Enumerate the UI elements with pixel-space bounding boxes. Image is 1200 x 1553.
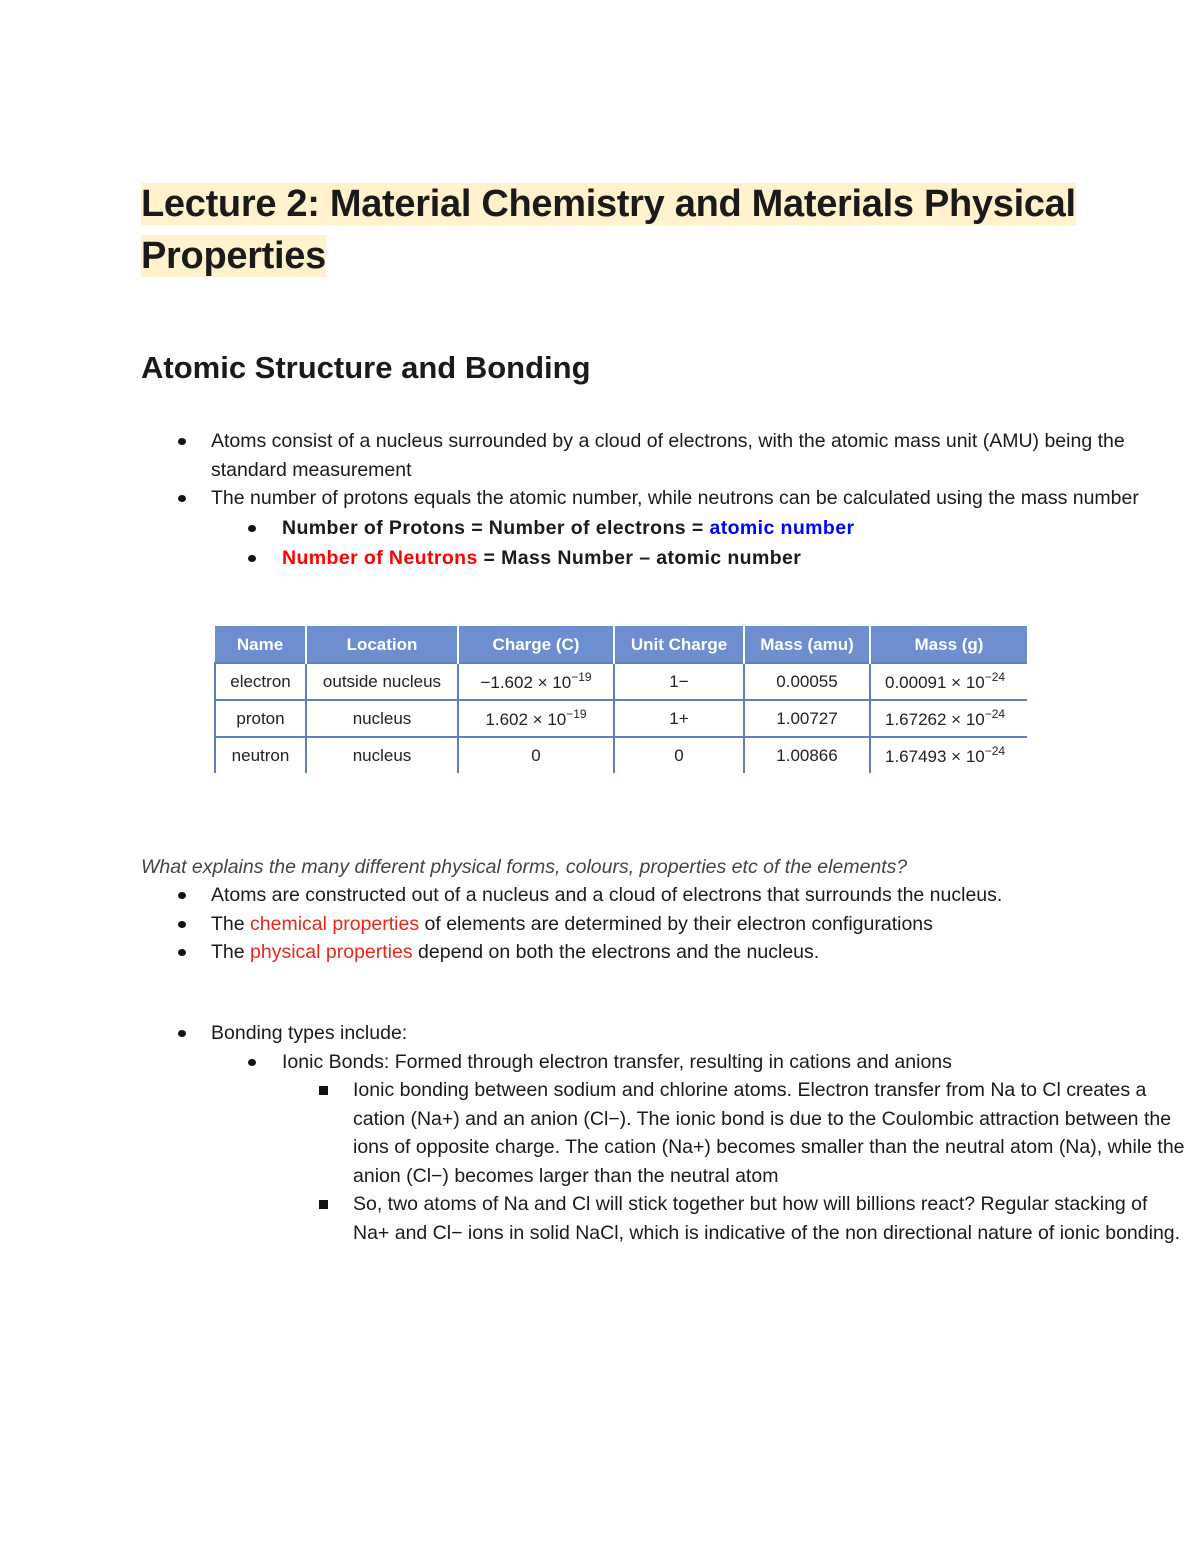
table-cell: nucleus <box>306 700 458 737</box>
list-item <box>282 544 1186 573</box>
cell-value: −1.602 × 10 <box>480 673 572 692</box>
bullet-text: The <box>211 941 251 963</box>
cell-exponent: −24 <box>984 707 1006 721</box>
column-header: Mass (amu) <box>744 627 870 663</box>
cell-exponent: −24 <box>984 744 1006 758</box>
bullet-text: So, two atoms of Na and Cl will stick together but how will billions react? Regular stacking of Na+ and Cl− ions in solid NaCl, which is indicative of the non directional nature of ionic bonding. <box>353 1193 1181 1244</box>
table-row <box>215 663 1027 700</box>
table-cell: 1+ <box>614 700 744 737</box>
list-item <box>353 1190 1186 1247</box>
bullet-icon <box>178 921 186 928</box>
chemical-properties-term: chemical properties <box>250 912 420 935</box>
list-item <box>353 1076 1186 1190</box>
bullet-icon <box>178 438 186 445</box>
ionic-bonds-detail-list <box>353 1076 1186 1247</box>
bonding-types-list <box>0 1019 1200 1247</box>
cell-value: 1.67262 × 10 <box>885 710 985 729</box>
bullet-icon <box>178 892 186 899</box>
cell-value: 1.67493 × 10 <box>885 747 985 766</box>
cell-value: 1.602 × 10 <box>485 710 567 729</box>
bullet-icon <box>248 525 256 532</box>
ionic-bonds-text: Ionic Bonds: Formed through electron transfer, resulting in cations and anions <box>282 1050 952 1073</box>
table-cell: outside nucleus <box>306 663 458 700</box>
bullet-text: Atoms consist of a nucleus surrounded by a cloud of electrons, with the atomic mass unit (AMU) being the standard measurement <box>211 430 1125 481</box>
bullet-text: Ionic bonding between sodium and chlorine atoms. Electron transfer from Na to Cl creates a cation (Na+) and an anion (Cl−). The ionic bond is due to the Coulombic attraction between the ions of opposite charge. The cation (Na+) becomes smaller than the neutral atom (Na), while the anion (Cl−) becomes larger than the neutral atom <box>353 1079 1185 1187</box>
table-cell: proton <box>215 700 306 737</box>
list-item <box>0 881 1200 910</box>
formula-list <box>282 514 1186 573</box>
table-row <box>215 737 1027 773</box>
physical-properties-term: physical properties <box>250 941 413 963</box>
table-cell <box>458 700 614 737</box>
list-item <box>0 427 1200 484</box>
elements-properties-list <box>0 881 1200 967</box>
bonding-sub-list <box>282 1048 1186 1248</box>
table-cell <box>870 737 1027 773</box>
cell-exponent: −19 <box>571 670 592 684</box>
column-header: Unit Charge <box>614 627 744 663</box>
table-cell <box>458 663 614 700</box>
cell-value: 0.00091 × 10 <box>885 673 985 692</box>
bullet-text: The number of protons equals the atomic number, while neutrons can be calculated using the mass number <box>211 487 1139 509</box>
page-title <box>141 178 1141 282</box>
neutrons-term: Number of Neutrons <box>282 546 478 569</box>
protons-formula: Number of Protons = Number of electrons = <box>282 516 710 539</box>
cell-value: 0 <box>531 745 541 765</box>
bullet-icon <box>248 555 256 562</box>
list-item <box>282 1048 1186 1248</box>
table-header-row <box>215 627 1027 663</box>
table-row <box>215 700 1027 737</box>
list-item <box>0 910 1200 939</box>
table-cell: 1.00727 <box>744 700 870 737</box>
table-cell: nucleus <box>306 737 458 773</box>
table-cell: 0 <box>614 737 744 773</box>
table-cell <box>870 700 1027 737</box>
list-item <box>0 484 1200 573</box>
column-header: Location <box>306 627 458 663</box>
table-cell: 1.00866 <box>744 737 870 773</box>
bullet-icon <box>178 495 186 502</box>
bullet-icon <box>178 1030 186 1037</box>
atomic-structure-list <box>0 427 1200 573</box>
column-header: Charge (C) <box>458 627 614 663</box>
question-text: What explains the many different physical forms, colours, properties etc of the elements? <box>141 856 908 878</box>
list-item <box>282 514 1186 543</box>
bullet-text: The <box>211 912 251 935</box>
neutrons-formula: = Mass Number – atomic number <box>477 546 802 569</box>
bullet-text: of elements are determined by their electron configurations <box>419 912 933 935</box>
bullet-text: Atoms are constructed out of a nucleus and a cloud of electrons that surrounds the nucleus. <box>211 884 1003 906</box>
square-bullet-icon <box>319 1200 328 1209</box>
atomic-number-term: atomic number <box>709 516 855 539</box>
list-item <box>0 938 1200 967</box>
table-cell <box>458 737 614 773</box>
title-highlight: Lecture 2: Material Chemistry and Materials Physical Properties <box>141 183 1076 277</box>
bullet-icon <box>178 949 186 956</box>
square-bullet-icon <box>319 1086 328 1095</box>
subatomic-particles-table <box>214 626 1027 773</box>
table-cell <box>870 663 1027 700</box>
column-header: Mass (g) <box>870 627 1027 663</box>
list-item <box>0 1019 1200 1247</box>
table-cell: 0.00055 <box>744 663 870 700</box>
table-cell: 1− <box>614 663 744 700</box>
cell-exponent: −24 <box>984 670 1006 684</box>
section-heading-atomic-structure: Atomic Structure and Bonding <box>141 350 591 385</box>
table-cell: neutron <box>215 737 306 773</box>
bullet-text: Bonding types include: <box>211 1022 408 1044</box>
bullet-icon <box>248 1059 256 1066</box>
table-cell: electron <box>215 663 306 700</box>
bullet-text: depend on both the electrons and the nucleus. <box>412 941 820 963</box>
cell-exponent: −19 <box>566 707 587 721</box>
column-header: Name <box>215 627 306 663</box>
